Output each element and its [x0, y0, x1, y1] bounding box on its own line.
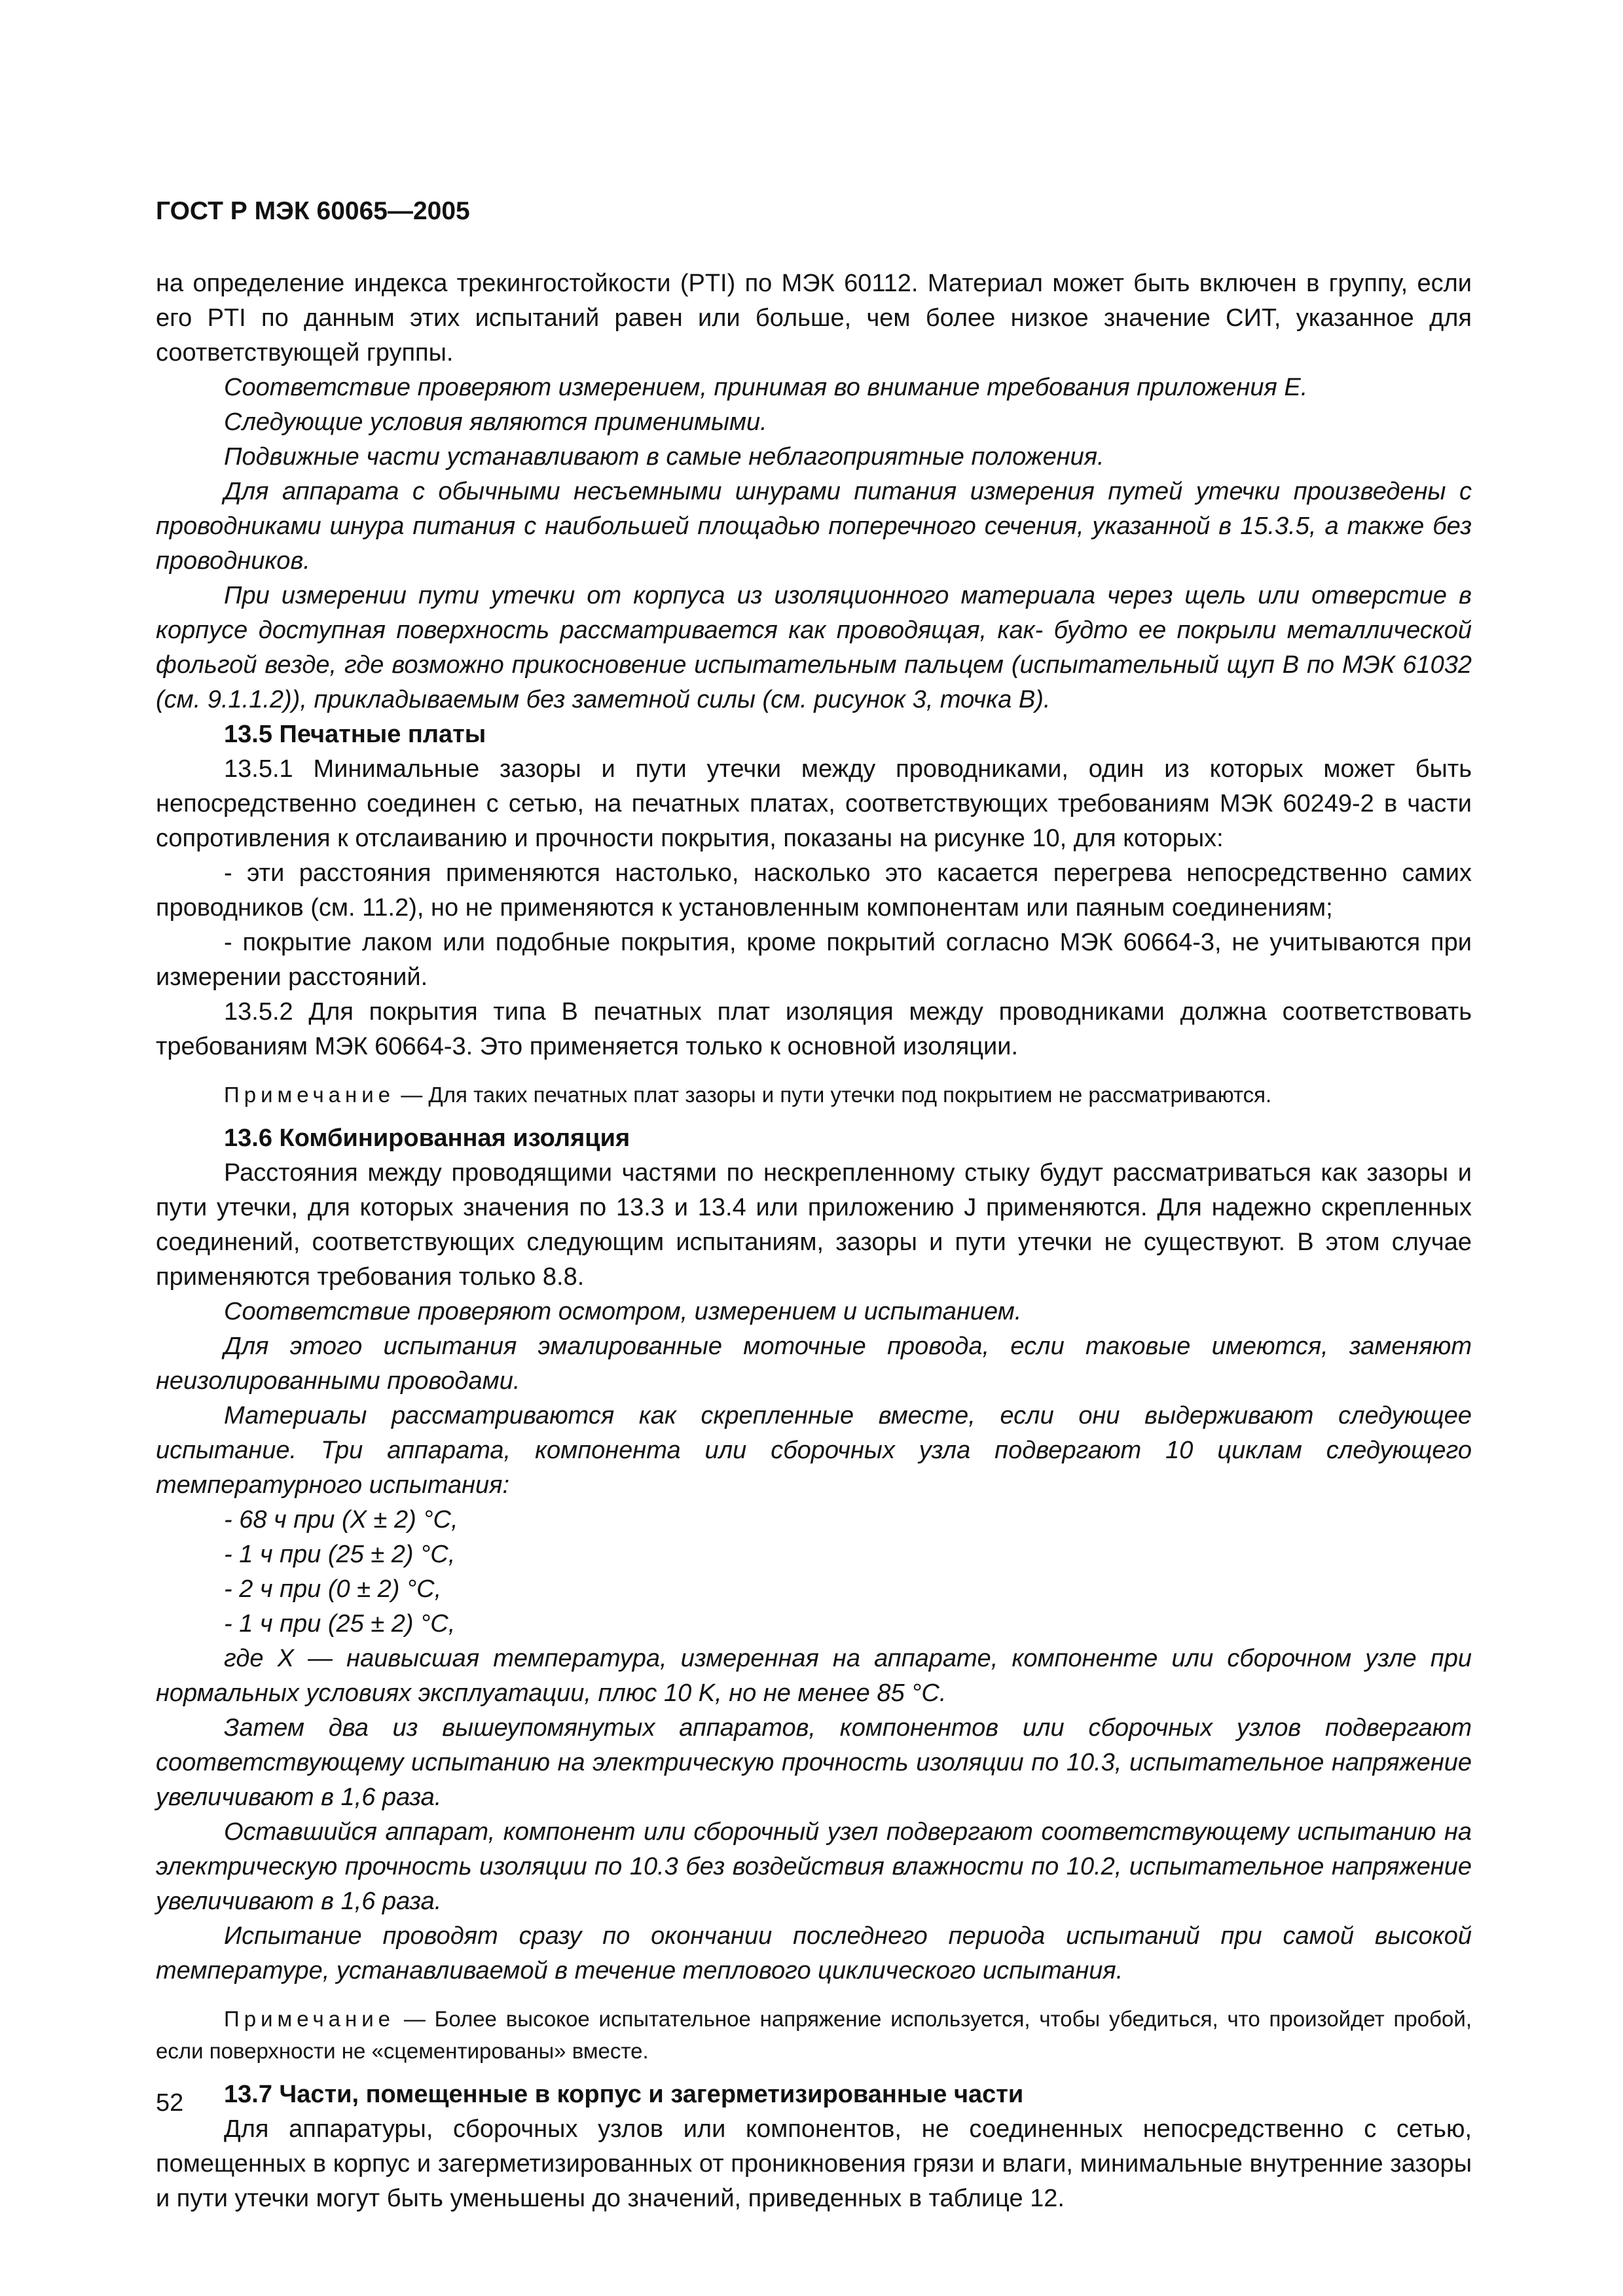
list-item: - 1 ч при (25 ± 2) °С,	[224, 1610, 456, 1638]
paragraph: Соответствие проверяют осмотром, измерением и испытанием.	[224, 1298, 1022, 1325]
note-label: Примечание	[224, 2007, 395, 2031]
paragraph: Для аппарата с обычными несъемными шнурами питания измерения путей утечки произведены с проводниками шнура питания с наибольшей площадью поперечного сечения, указанной в 15.3.5, а также без проводников.	[156, 478, 1472, 575]
paragraph: Затем два из вышеупомянутых аппаратов, компонентов или сборочных узлов подвергают соответствующему испытанию на электрическую прочность изоляции по 10.3, испытательное напряжение увеличивают в 1,6 раза.	[156, 1714, 1472, 1811]
paragraph: При измерении пути утечки от корпуса из изоляционного материала через щель или отверстие в корпусе доступная поверхность рассматривается как проводящая, как- будто ее покрыли металлической фольгой везде, где возможно прикосновение испытательным пальцем (испытательный щуп B по МЭК 61032 (см. 9.1.1.2)), прикладываемым без заметной силы (см. рисунок 3, точка B).	[156, 582, 1472, 713]
list-item: - 1 ч при (25 ± 2) °С,	[224, 1541, 456, 1568]
paragraph: Испытание проводят сразу по окончании последнего периода испытаний при самой высокой температуре, устанавливаемой в течение теплового циклического испытания.	[156, 1922, 1472, 1984]
list-item: - 68 ч при (X ± 2) °С,	[224, 1506, 458, 1534]
paragraph: 13.5.2 Для покрытия типа B печатных плат изоляция между проводниками должна соответствовать требованиям МЭК 60664-3. Это применяется только к основной изоляции.	[156, 998, 1472, 1060]
list-item: - 2 ч при (0 ± 2) °С,	[224, 1575, 442, 1603]
note-label: Примечание	[224, 1083, 395, 1107]
paragraph: Оставшийся аппарат, компонент или сборочный узел подвергают соответствующему испытанию на электрическую прочность изоляции по 10.3 без воздействия влажности по 10.2, испытательное напряжение увеличивают в 1,6 раза.	[156, 1818, 1472, 1915]
paragraph: Для аппаратуры, сборочных узлов или компонентов, не соединенных непосредственно с сетью, помещенных в корпус и загерметизированных от проникновения грязи и влаги, минимальные внутренние зазоры и пути утечки могут быть уменьшены до значений, приведенных в таблице 12.	[156, 2115, 1472, 2212]
note	[156, 1079, 1472, 1111]
paragraph: - эти расстояния применяются настолько, насколько это касается перегрева непосредственно самих проводников (см. 11.2), но не применяются к установленным компонентам или паяным соединениям;	[156, 859, 1472, 922]
section-heading: 13.5 Печатные платы	[224, 721, 486, 748]
paragraph: Расстояния между проводящими частями по нескрепленному стыку будут рассматриваться как зазоры и пути утечки, для которых значения по 13.3 и 13.4 или приложению J применяются. Для надежно скрепленных соединений, соответствующих следующим испытаниям, зазоры и пути утечки не существуют. В этом случае применяются требования только 8.8.	[156, 1159, 1472, 1291]
note	[156, 2003, 1472, 2067]
paragraph: Соответствие проверяют измерением, принимая во внимание требования приложения E.	[224, 374, 1308, 401]
page-number: 52	[156, 2089, 184, 2117]
paragraph: 13.5.1 Минимальные зазоры и пути утечки между проводниками, один из которых может быть непосредственно соединен с сетью, на печатных платах, соответствующих требованиям МЭК 60249-2 в части сопротивления к отслаиванию и прочности покрытия, показаны на рисунке 10, для которых:	[156, 755, 1472, 852]
paragraph: где X — наивысшая температура, измеренная на аппарате, компоненте или сборочном узле при нормальных условиях эксплуатации, плюс 10 K, но не менее 85 °С.	[156, 1645, 1472, 1707]
paragraph: на определение индекса трекингостойкости (PTI) по МЭК 60112. Материал может быть включен в группу, если его PTI по данным этих испытаний равен или больше, чем более низкое значение СИТ, указанное для соответствующей группы.	[156, 270, 1472, 367]
paragraph: Подвижные части устанавливают в самые неблагоприятные положения.	[224, 443, 1104, 471]
paragraph: - покрытие лаком или подобные покрытия, кроме покрытий согласно МЭК 60664-3, не учитываются при измерении расстояний.	[156, 929, 1472, 991]
paragraph: Следующие условия являются применимыми.	[224, 408, 767, 436]
paragraph: Для этого испытания эмалированные моточные провода, если таковые имеются, заменяют неизолированными проводами.	[156, 1333, 1472, 1395]
note-text: — Более высокое испытательное напряжение используется, чтобы убедиться, что произойдет пробой, если поверхности не «сцементированы» вместе.	[156, 2007, 1472, 2063]
section-heading: 13.6 Комбинированная изоляция	[224, 1124, 630, 1152]
note-text: — Для таких печатных плат зазоры и пути утечки под покрытием не рассматриваются.	[401, 1083, 1272, 1107]
document-header: ГОСТ Р МЭК 60065—2005	[156, 197, 470, 225]
section-heading: 13.7 Части, помещенные в корпус и загерметизированные части	[224, 2081, 1024, 2108]
document-page	[156, 194, 1472, 2216]
paragraph: Материалы рассматриваются как скрепленные вместе, если они выдерживают следующее испытание. Три аппарата, компонента или сборочных узла подвергают 10 циклам следующего температурного испытания:	[156, 1402, 1472, 1499]
